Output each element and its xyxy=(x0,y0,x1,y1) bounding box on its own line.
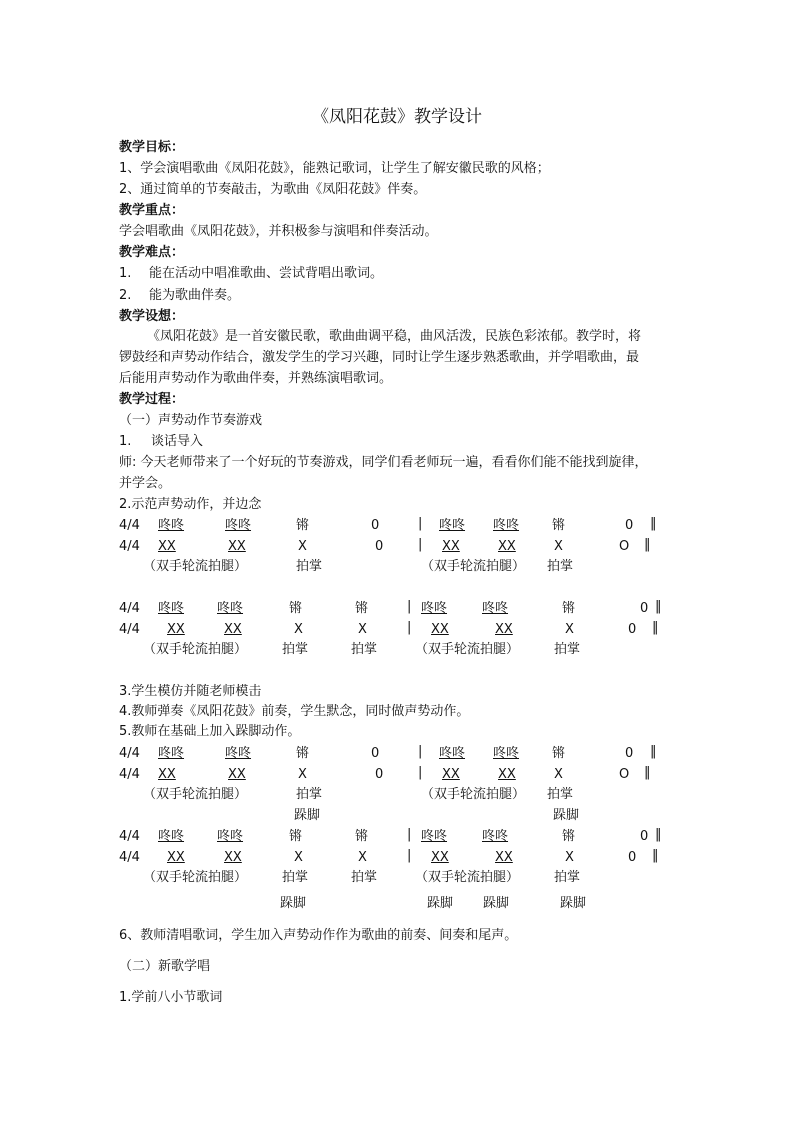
two-hands-label: （双手轮流拍腿） xyxy=(143,787,248,802)
meter: 4/4 xyxy=(119,829,140,844)
dongdong: 咚咚 xyxy=(482,601,509,616)
x: X xyxy=(358,850,367,865)
dongdong: 咚咚 xyxy=(225,746,252,761)
xx: XX xyxy=(224,850,242,865)
bar-line: | xyxy=(418,744,423,759)
qiang: 锵 xyxy=(289,829,303,844)
rest: 0 xyxy=(640,829,649,844)
two-hands-label: （双手轮流拍腿） xyxy=(143,559,248,574)
objective-item: 1、学会演唱歌曲《凤阳花鼓》，能熟记歌词，让学生了解安徽民歌的风格； xyxy=(119,161,550,176)
bar-line: | xyxy=(418,516,423,531)
bar-line: | xyxy=(418,765,423,780)
dongdong: 咚咚 xyxy=(493,746,520,761)
qiang: 锵 xyxy=(355,829,369,844)
design-line: 后能用声势动作为歌曲伴奏，并熟练演唱歌词。 xyxy=(119,371,393,386)
qiang: 锵 xyxy=(289,601,303,616)
xx: XX xyxy=(158,767,176,782)
rest: 0 xyxy=(628,850,637,865)
end-bar: ‖ xyxy=(655,827,662,842)
two-hands-label: （双手轮流拍腿） xyxy=(421,559,526,574)
dongdong: 咚咚 xyxy=(158,829,185,844)
bar-line: | xyxy=(407,848,412,863)
x: X xyxy=(565,850,574,865)
rest: 0 xyxy=(640,601,649,616)
x: X xyxy=(565,622,574,637)
bar-line: | xyxy=(407,827,412,842)
xx: XX xyxy=(442,767,460,782)
rest: O xyxy=(619,539,630,554)
part1-heading: （一）声势动作节奏游戏 xyxy=(119,413,263,428)
x: X xyxy=(358,622,367,637)
dongdong: 咚咚 xyxy=(217,829,244,844)
key-points-text: 学会唱歌曲《凤阳花鼓》，并积极参与演唱和伴奏活动。 xyxy=(119,224,438,239)
difficulties-heading: 教学难点： xyxy=(119,245,185,260)
xx: XX xyxy=(158,539,176,554)
dongdong: 咚咚 xyxy=(158,601,185,616)
rest: 0 xyxy=(375,539,384,554)
xx: XX xyxy=(442,539,460,554)
difficulty-num: 1. xyxy=(119,266,132,281)
qiang: 锵 xyxy=(562,829,576,844)
clap-label: 拍掌 xyxy=(351,642,378,657)
bar-line: | xyxy=(407,599,412,614)
teacher-line: 师: 今天老师带来了一个好玩的节奏游戏，同学们看老师玩一遍，看看你们能不能找到旋律， xyxy=(119,455,648,470)
rest: 0 xyxy=(628,622,637,637)
stomp-label: 跺脚 xyxy=(294,808,321,823)
difficulty-num: 2. xyxy=(119,288,132,303)
part2-heading: （二）新歌学唱 xyxy=(119,959,211,974)
objective-item: 2、通过简单的节奏敲击，为歌曲《凤阳花鼓》伴奏。 xyxy=(119,182,427,197)
process-heading: 教学过程： xyxy=(119,392,185,407)
qiang: 锵 xyxy=(355,601,369,616)
stomp-label: 跺脚 xyxy=(553,808,580,823)
step6-text: 6、教师清唱歌词，学生加入声势动作作为歌曲的前奏、间奏和尾声。 xyxy=(119,928,518,943)
dongdong: 咚咚 xyxy=(421,601,448,616)
clap-label: 拍掌 xyxy=(296,559,323,574)
stomp-label: 跺脚 xyxy=(427,896,454,911)
end-bar: ‖ xyxy=(650,744,657,759)
clap-label: 拍掌 xyxy=(547,787,574,802)
x: X xyxy=(298,767,307,782)
dongdong: 咚咚 xyxy=(482,829,509,844)
clap-label: 拍掌 xyxy=(554,642,581,657)
end-bar: ‖ xyxy=(652,848,659,863)
qiang: 锵 xyxy=(296,746,310,761)
rest: 0 xyxy=(625,518,634,533)
xx: XX xyxy=(431,850,449,865)
objectives-heading: 教学目标： xyxy=(119,140,185,155)
step4-text: 4.教师弹奏《凤阳花鼓》前奏，学生默念，同时做声势动作。 xyxy=(119,704,470,719)
meter: 4/4 xyxy=(119,767,140,782)
x: X xyxy=(554,539,563,554)
xx: XX xyxy=(498,539,516,554)
clap-label: 拍掌 xyxy=(351,870,378,885)
x: X xyxy=(294,850,303,865)
two-hands-label: （双手轮流拍腿） xyxy=(143,642,248,657)
end-bar: ‖ xyxy=(652,620,659,635)
end-bar: ‖ xyxy=(650,516,657,531)
clap-label: 拍掌 xyxy=(547,559,574,574)
bar-line: | xyxy=(407,620,412,635)
meter: 4/4 xyxy=(119,850,140,865)
design-heading: 教学设想： xyxy=(119,309,185,324)
two-hands-label: （双手轮流拍腿） xyxy=(415,642,520,657)
clap-label: 拍掌 xyxy=(282,870,309,885)
clap-label: 拍掌 xyxy=(282,642,309,657)
end-bar: ‖ xyxy=(644,765,651,780)
xx: XX xyxy=(495,622,513,637)
stomp-label: 跺脚 xyxy=(560,896,587,911)
dongdong: 咚咚 xyxy=(421,829,448,844)
meter: 4/4 xyxy=(119,518,140,533)
rest: 0 xyxy=(375,767,384,782)
meter: 4/4 xyxy=(119,539,140,554)
qiang: 锵 xyxy=(552,518,566,533)
xx: XX xyxy=(167,622,185,637)
difficulty-text: 能在活动中唱准歌曲、尝试背唱出歌词。 xyxy=(149,266,384,281)
dongdong: 咚咚 xyxy=(493,518,520,533)
page-title: 《凤阳花鼓》教学设计 xyxy=(312,107,482,127)
step7-text: 1.学前八小节歌词 xyxy=(119,990,223,1005)
dongdong: 咚咚 xyxy=(158,746,185,761)
meter: 4/4 xyxy=(119,601,140,616)
dongdong: 咚咚 xyxy=(217,601,244,616)
step3-text: 3.学生模仿并随老师模击 xyxy=(119,684,262,699)
design-line: 锣鼓经和声势动作结合，激发学生的学习兴趣，同时让学生逐步熟悉歌曲，并学唱歌曲，最 xyxy=(119,350,640,365)
two-hands-label: （双手轮流拍腿） xyxy=(421,787,526,802)
xx: XX xyxy=(431,622,449,637)
step1-text: 谈话导入 xyxy=(151,434,204,449)
teacher-line: 并学会。 xyxy=(119,476,172,491)
step2-text: 2.示范声势动作，并边念 xyxy=(119,497,262,512)
x: X xyxy=(554,767,563,782)
dongdong: 咚咚 xyxy=(158,518,185,533)
dongdong: 咚咚 xyxy=(439,746,466,761)
stomp-label: 跺脚 xyxy=(483,896,510,911)
step-num: 1. xyxy=(119,434,132,449)
clap-label: 拍掌 xyxy=(554,870,581,885)
difficulty-text: 能为歌曲伴奏。 xyxy=(149,288,241,303)
end-bar: ‖ xyxy=(644,537,651,552)
qiang: 锵 xyxy=(552,746,566,761)
x: X xyxy=(294,622,303,637)
dongdong: 咚咚 xyxy=(439,518,466,533)
stomp-label: 跺脚 xyxy=(280,896,307,911)
rest: O xyxy=(619,767,630,782)
step5-text: 5.教师在基础上加入跺脚动作。 xyxy=(119,724,301,739)
xx: XX xyxy=(228,539,246,554)
rest: 0 xyxy=(371,746,380,761)
qiang: 锵 xyxy=(296,518,310,533)
xx: XX xyxy=(228,767,246,782)
rest: 0 xyxy=(371,518,380,533)
end-bar: ‖ xyxy=(655,599,662,614)
xx: XX xyxy=(224,622,242,637)
meter: 4/4 xyxy=(119,746,140,761)
rest: 0 xyxy=(625,746,634,761)
design-line: 《凤阳花鼓》是一首安徽民歌，歌曲曲调平稳，曲风活泼，民族色彩浓郁。教学时，将 xyxy=(147,329,642,344)
xx: XX xyxy=(495,850,513,865)
two-hands-label: （双手轮流拍腿） xyxy=(415,870,520,885)
x: X xyxy=(298,539,307,554)
dongdong: 咚咚 xyxy=(225,518,252,533)
two-hands-label: （双手轮流拍腿） xyxy=(143,870,248,885)
clap-label: 拍掌 xyxy=(296,787,323,802)
xx: XX xyxy=(167,850,185,865)
bar-line: | xyxy=(418,537,423,552)
meter: 4/4 xyxy=(119,622,140,637)
qiang: 锵 xyxy=(562,601,576,616)
key-points-heading: 教学重点： xyxy=(119,203,185,218)
xx: XX xyxy=(498,767,516,782)
